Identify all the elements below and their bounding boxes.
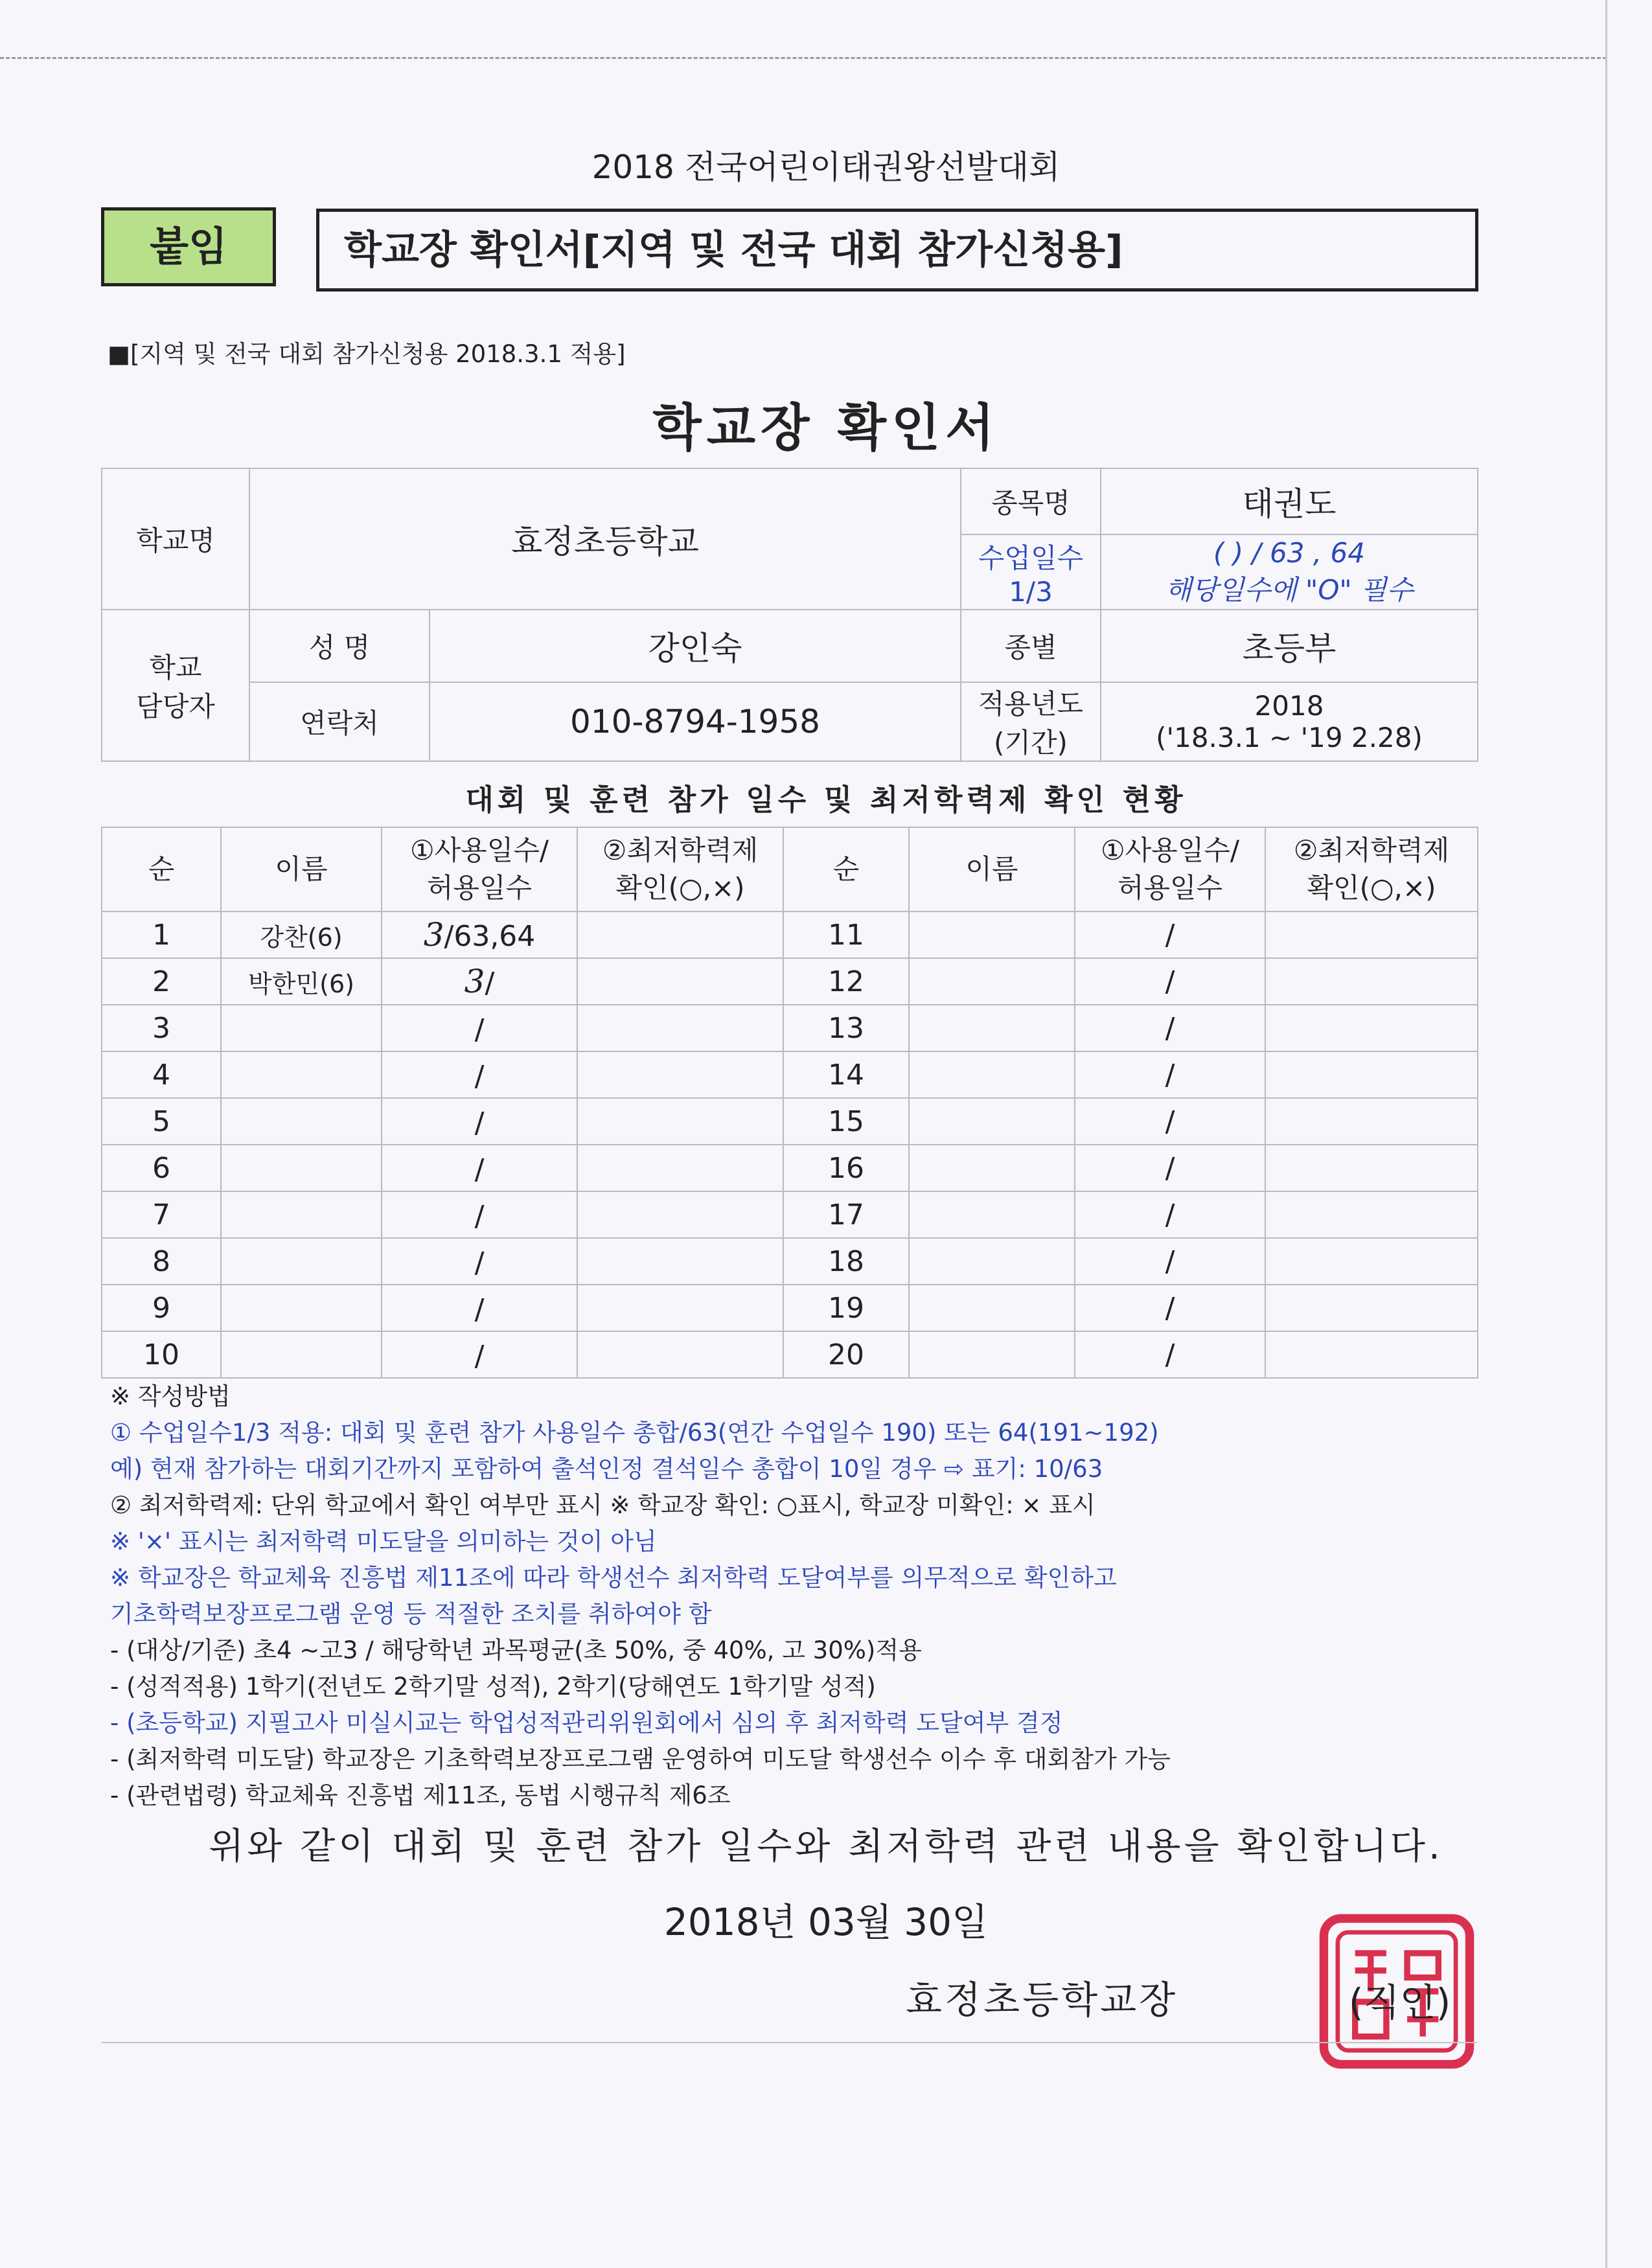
instruction-line: 기초학력보장프로그램 운영 등 적절한 조치를 취하여야 함 <box>110 1600 712 1628</box>
check-cell <box>577 911 783 958</box>
main-title: 학교장 확인서 <box>652 399 1000 457</box>
row-no: 20 <box>783 1331 909 1378</box>
participant-name <box>221 1051 382 1098</box>
participant-name <box>909 1285 1075 1331</box>
year-value <box>1101 682 1478 761</box>
row-no: 3 <box>102 1005 221 1051</box>
signature-date: 2018년 03월 30일 <box>663 1900 989 1944</box>
check-cell <box>1265 1331 1478 1378</box>
days-cell: / <box>1075 1098 1265 1145</box>
header-check-line2: 확인(○,×) <box>615 872 745 904</box>
instruction-line: - (성적적용) 1학기(전년도 2학기말 성적), 2학기(당해연도 1학기말 성적) <box>110 1673 876 1701</box>
year-label <box>961 682 1101 761</box>
participant-name <box>221 1098 382 1145</box>
check-cell <box>1265 1285 1478 1331</box>
instruction-line: - (최저학력 미도달) 학교장은 기초학력보장프로그램 운영하여 미도달 학생선수 이수 후 대회참가 가능 <box>110 1745 1171 1773</box>
year-label-line1: 적용년도 <box>978 688 1084 720</box>
school-name: 효정초등학교 <box>249 468 961 610</box>
allowed-days: / <box>474 1106 485 1140</box>
allowed-days: / <box>474 1200 485 1233</box>
days-cell <box>382 1191 577 1238</box>
row-no: 14 <box>783 1051 909 1098</box>
year-label-line2: (기간) <box>994 727 1068 759</box>
header-days-line2: 허용일수 <box>426 872 533 904</box>
instruction-line: - (관련법령) 학교체육 진흥법 제11조, 동법 시행규칙 제6조 <box>110 1781 731 1809</box>
class-days-label-line2: 1/3 <box>1009 575 1053 608</box>
days-cell <box>382 911 577 958</box>
header-name: 이름 <box>221 827 382 911</box>
participant-name <box>221 1285 382 1331</box>
table-row <box>102 1331 1478 1378</box>
table-row <box>102 911 1478 958</box>
info-table <box>101 468 1478 762</box>
participant-name: 박한민(6) <box>221 958 382 1005</box>
header-days <box>382 827 577 911</box>
check-cell <box>577 1191 783 1238</box>
days-cell <box>382 1051 577 1098</box>
scope-note: ■[지역 및 전국 대회 참가신청용 2018.3.1 적용] <box>108 340 626 368</box>
days-cell: / <box>1075 1145 1265 1191</box>
days-cell: / <box>1075 1331 1265 1378</box>
sport-value: 태권도 <box>1101 468 1478 534</box>
participant-name <box>909 1145 1075 1191</box>
instruction-line: - (대상/기준) 초4 ~고3 / 해당학년 과목평균(초 50%, 중 40%, 고 30%)적용 <box>110 1636 922 1664</box>
seal-label: (직인) <box>1349 1980 1451 2024</box>
check-cell <box>577 1331 783 1378</box>
participant-name <box>909 1098 1075 1145</box>
participant-name <box>909 958 1075 1005</box>
class-days-value <box>1101 534 1478 610</box>
check-cell <box>1265 1005 1478 1051</box>
document-title: 학교장 확인서[지역 및 전국 대회 참가신청용] <box>316 209 1478 292</box>
used-days-handwritten: 3 <box>423 916 444 954</box>
participant-name: 강찬(6) <box>221 911 382 958</box>
days-cell <box>382 1331 577 1378</box>
instruction-line: ① 수업일수1/3 적용: 대회 및 훈련 참가 사용일수 총합/63(연간 수업일수 190) 또는 64(191~192) <box>110 1419 1159 1447</box>
check-cell <box>577 1098 783 1145</box>
days-cell: / <box>1075 1285 1265 1331</box>
allowed-days: / <box>485 967 495 1000</box>
instructions-heading: ※ 작성방법 <box>110 1382 231 1410</box>
check-cell <box>1265 1191 1478 1238</box>
check-cell <box>1265 958 1478 1005</box>
header-days-line1: ①사용일수/ <box>1100 834 1240 866</box>
header-check-line1: ②최저학력제 <box>1293 834 1450 866</box>
instruction-line: ※ 학교장은 학교체육 진흥법 제11조에 따라 학생선수 최저학력 도달여부를 의무적으로 확인하고 <box>110 1564 1117 1592</box>
allowed-days: / <box>474 1153 485 1186</box>
participant-name <box>909 1238 1075 1285</box>
header-check <box>577 827 783 911</box>
check-cell <box>577 1005 783 1051</box>
row-no: 15 <box>783 1098 909 1145</box>
days-cell <box>382 1285 577 1331</box>
row-no: 19 <box>783 1285 909 1331</box>
days-cell <box>382 1145 577 1191</box>
division-label: 종별 <box>961 610 1101 682</box>
contact-value: 010-8794-1958 <box>430 682 961 761</box>
row-no: 12 <box>783 958 909 1005</box>
table-row <box>102 1238 1478 1285</box>
scan-top-edge <box>0 57 1607 59</box>
row-no: 10 <box>102 1331 221 1378</box>
days-cell: / <box>1075 958 1265 1005</box>
allowed-days: / <box>474 1340 485 1373</box>
header-days-line2: 허용일수 <box>1117 872 1223 904</box>
check-cell <box>1265 1238 1478 1285</box>
header-check-line1: ②최저학력제 <box>602 834 759 866</box>
check-cell <box>577 1285 783 1331</box>
row-no: 8 <box>102 1238 221 1285</box>
table-row <box>102 1051 1478 1098</box>
days-cell: / <box>1075 1191 1265 1238</box>
days-cell <box>382 1238 577 1285</box>
class-days-ratio: ( ) / 63 , 64 <box>1213 536 1365 569</box>
manager-label <box>102 610 249 761</box>
participant-name <box>221 1331 382 1378</box>
class-days-label-line1: 수업일수 <box>978 542 1084 574</box>
allowed-days: / <box>474 1013 485 1046</box>
participant-name <box>909 1051 1075 1098</box>
year-value-line1: 2018 <box>1254 690 1324 722</box>
check-cell <box>1265 1145 1478 1191</box>
footer-rule <box>101 2042 1477 2043</box>
confirmation-statement: 위와 같이 대회 및 훈련 참가 일수와 최저학력 관련 내용을 확인합니다. <box>209 1826 1443 1868</box>
table-row <box>102 1191 1478 1238</box>
manager-label-line1: 학교 <box>149 652 202 683</box>
check-cell <box>1265 911 1478 958</box>
participant-name <box>221 1191 382 1238</box>
school-label: 학교명 <box>102 468 249 610</box>
table-row <box>102 1005 1478 1051</box>
instruction-line: 예) 현재 참가하는 대회기간까지 포함하여 출석인정 결석일수 총합이 10일 경우 ⇨ 표기: 10/63 <box>110 1455 1103 1483</box>
header-check <box>1265 827 1478 911</box>
check-cell <box>577 1145 783 1191</box>
instruction-line: ② 최저학력제: 단위 학교에서 확인 여부만 표시 ※ 학교장 확인: ○표시, 학교장 미확인: × 표시 <box>110 1491 1096 1519</box>
check-cell <box>1265 1098 1478 1145</box>
participant-name <box>909 1191 1075 1238</box>
writing-instructions <box>110 1379 1509 1814</box>
row-no: 7 <box>102 1191 221 1238</box>
participant-name <box>221 1238 382 1285</box>
row-no: 13 <box>783 1005 909 1051</box>
days-cell <box>382 1098 577 1145</box>
participants-header-row <box>102 827 1478 911</box>
allowed-days: / <box>474 1246 485 1279</box>
participant-name <box>221 1005 382 1051</box>
header-no: 순 <box>102 827 221 911</box>
division-value: 초등부 <box>1101 610 1478 682</box>
days-cell <box>382 958 577 1005</box>
event-title: 2018 전국어린이태권왕선발대회 <box>591 148 1061 186</box>
principal-title: 효정초등학교장 <box>906 1978 1178 2022</box>
row-no: 5 <box>102 1098 221 1145</box>
header-days <box>1075 827 1265 911</box>
participant-name <box>221 1145 382 1191</box>
allowed-days: / <box>474 1060 485 1093</box>
days-cell: / <box>1075 1005 1265 1051</box>
instruction-line: - (초등학교) 지필고사 미실시교는 학업성적관리위원회에서 심의 후 최저학력 도달여부 결정 <box>110 1709 1063 1737</box>
header-days-line1: ①사용일수/ <box>409 834 549 866</box>
days-cell <box>382 1005 577 1051</box>
row-no: 1 <box>102 911 221 958</box>
participant-name <box>909 911 1075 958</box>
allowed-days: /63,64 <box>444 920 536 953</box>
name-value: 강인숙 <box>430 610 961 682</box>
row-no: 6 <box>102 1145 221 1191</box>
check-cell <box>577 1051 783 1098</box>
name-label: 성 명 <box>249 610 430 682</box>
header-no: 순 <box>783 827 909 911</box>
row-no: 4 <box>102 1051 221 1098</box>
manager-label-line2: 담당자 <box>136 691 215 722</box>
status-title: 대회 및 훈련 참가 일수 및 최저학력제 확인 현황 <box>465 783 1187 817</box>
row-no: 17 <box>783 1191 909 1238</box>
instruction-line: ※ '×' 표시는 최저학력 미도달을 의미하는 것이 아님 <box>110 1528 657 1555</box>
allowed-days: / <box>474 1293 485 1326</box>
table-row <box>102 1098 1478 1145</box>
days-cell: / <box>1075 1051 1265 1098</box>
days-cell: / <box>1075 1238 1265 1285</box>
class-days-instruction: 해당일수에 "O" 필수 <box>1165 573 1414 606</box>
row-no: 11 <box>783 911 909 958</box>
used-days-handwritten: 3 <box>464 963 485 1000</box>
header-check-line2: 확인(○,×) <box>1307 872 1436 904</box>
participant-name <box>909 1331 1075 1378</box>
row-no: 9 <box>102 1285 221 1331</box>
check-cell <box>577 1238 783 1285</box>
table-row <box>102 1145 1478 1191</box>
table-row <box>102 1285 1478 1331</box>
attachment-badge: 붙임 <box>101 207 276 286</box>
days-cell: / <box>1075 911 1265 958</box>
row-no: 2 <box>102 958 221 1005</box>
header-name: 이름 <box>909 827 1075 911</box>
participants-table <box>101 827 1478 1379</box>
sport-label: 종목명 <box>961 468 1101 534</box>
row-no: 16 <box>783 1145 909 1191</box>
check-cell <box>1265 1051 1478 1098</box>
year-value-line2: ('18.3.1 ~ '19 2.28) <box>1156 722 1423 753</box>
check-cell <box>577 958 783 1005</box>
participant-name <box>909 1005 1075 1051</box>
table-row <box>102 958 1478 1005</box>
contact-label: 연락처 <box>249 682 430 761</box>
class-days-label <box>961 534 1101 610</box>
row-no: 18 <box>783 1238 909 1285</box>
